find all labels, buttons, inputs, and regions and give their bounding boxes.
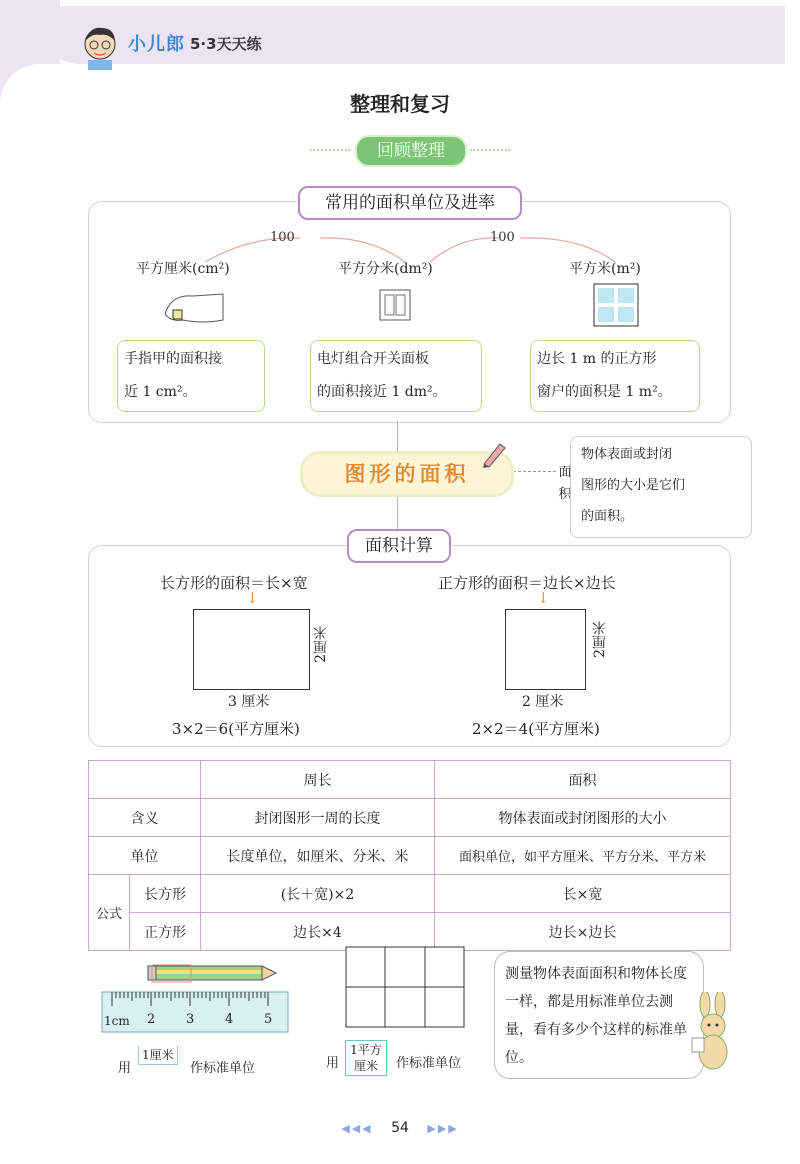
table-cell: 单位 — [89, 837, 201, 875]
pencil-icon — [480, 438, 508, 468]
switch-panel-icon — [379, 289, 411, 321]
table-cell: 正方形 — [130, 913, 201, 951]
table-cell: 长方形 — [130, 875, 201, 913]
ruler-caption-prefix: 用 — [118, 1061, 132, 1076]
unit-note-dm2: 电灯组合开关面板 的面积接近 1 dm²。 — [310, 340, 482, 412]
unit-name-dm2: 平方分米(dm²) — [338, 261, 433, 277]
table-row — [89, 913, 731, 951]
unit-note-m2: 边长 1 m 的正方形 窗户的面积是 1 m²。 — [530, 340, 700, 412]
page-number — [0, 1120, 800, 1136]
ruler-label: 5 — [264, 1012, 273, 1027]
table-row — [89, 761, 731, 799]
down-arrow-icon: ↓ — [246, 589, 259, 607]
rect-height-label: 2厘米 — [313, 626, 329, 663]
section-badge: 回顾整理 — [355, 135, 467, 167]
table-cell: 边长×4 — [201, 913, 435, 951]
table-cell: 封闭图形一周的长度 — [201, 799, 435, 837]
table-cell: 物体表面或封闭图形的大小 — [435, 799, 731, 837]
rate-label: 100 — [490, 230, 515, 245]
table-row — [89, 799, 731, 837]
brand-name: 小儿郎 — [128, 34, 185, 55]
grid-unit-box: 1平方 厘米 — [345, 1040, 387, 1076]
ruler-unit-box: 1厘米 — [138, 1046, 178, 1065]
prev-arrows-icon: ◀◀◀ — [341, 1122, 373, 1135]
table-header-cell: 面积 — [435, 761, 731, 799]
table-cell: 含义 — [89, 799, 201, 837]
rect-example: 3×2＝6(平方厘米) — [172, 720, 300, 738]
square-width-label: 2 厘米 — [522, 694, 564, 710]
table-cell: 长度单位，如厘米、分米、米 — [201, 837, 435, 875]
ruler-caption-suffix: 作标准单位 — [190, 1061, 256, 1076]
unit-name-cm2: 平方厘米(cm²) — [136, 261, 230, 277]
pencil-icon — [148, 965, 276, 982]
rect-shape — [193, 609, 310, 690]
calc-heading: 面积计算 — [347, 529, 451, 563]
table-cell: (长＋宽)×2 — [201, 875, 435, 913]
rect-formula: 长方形的面积＝长×宽 — [160, 574, 308, 592]
divider — [310, 149, 350, 151]
down-arrow-icon: ↓ — [537, 589, 550, 607]
definition-box: 物体表面或封闭 图形的大小是它们 的面积。 — [570, 436, 752, 538]
connector-line — [397, 421, 398, 451]
square-formula: 正方形的面积＝边长×边长 — [438, 574, 616, 592]
series-name: 5·3天天练 — [190, 35, 262, 53]
ruler-label: 1cm — [104, 1014, 130, 1028]
grid-caption-suffix: 作标准单位 — [396, 1056, 462, 1071]
square-height-label: 2厘米 — [592, 621, 608, 658]
table-row — [89, 837, 731, 875]
ruler-label: 4 — [225, 1012, 234, 1027]
page-title: 整理和复习 — [350, 92, 450, 116]
table-cell: 边长×边长 — [435, 913, 731, 951]
ruler-label: 3 — [186, 1012, 195, 1027]
table-header-cell — [89, 761, 201, 799]
rate-label: 100 — [270, 230, 295, 245]
table-cell: 面积单位，如平方厘米、平方分米、平方米 — [435, 837, 731, 875]
square-shape — [505, 609, 586, 690]
square-example: 2×2＝4(平方厘米) — [472, 720, 600, 738]
measure-note: 测量物体表面面积和物体长度一样，都是用标准单位去测量，看有多少个这样的标准单位。 — [494, 951, 704, 1079]
grid-caption-prefix: 用 — [326, 1056, 340, 1071]
window-icon — [593, 283, 639, 327]
rabbit-icon — [688, 992, 736, 1072]
table-row — [89, 875, 731, 913]
table-cell: 长×宽 — [435, 875, 731, 913]
divider — [470, 149, 510, 151]
unit-name-m2: 平方米(m²) — [569, 261, 641, 277]
definition-tag: 面积 — [558, 465, 572, 502]
table-cell: 公式 — [89, 875, 130, 951]
topic-badge: 图形的面积 — [300, 451, 514, 497]
fingernail-icon — [163, 290, 225, 326]
connector-line — [508, 471, 556, 472]
units-heading: 常用的面积单位及进率 — [298, 186, 522, 220]
rect-width-label: 3 厘米 — [228, 694, 270, 710]
unit-note-cm2: 手指甲的面积接 近 1 cm²。 — [117, 340, 265, 412]
next-arrows-icon: ▶▶▶ — [427, 1122, 459, 1135]
table-header-cell: 周长 — [201, 761, 435, 799]
mascot-icon — [80, 24, 120, 70]
ruler-label: 2 — [147, 1012, 156, 1027]
comparison-table — [88, 760, 731, 951]
page-number-label: 54 — [391, 1120, 409, 1136]
grid-illustration — [345, 946, 465, 1028]
